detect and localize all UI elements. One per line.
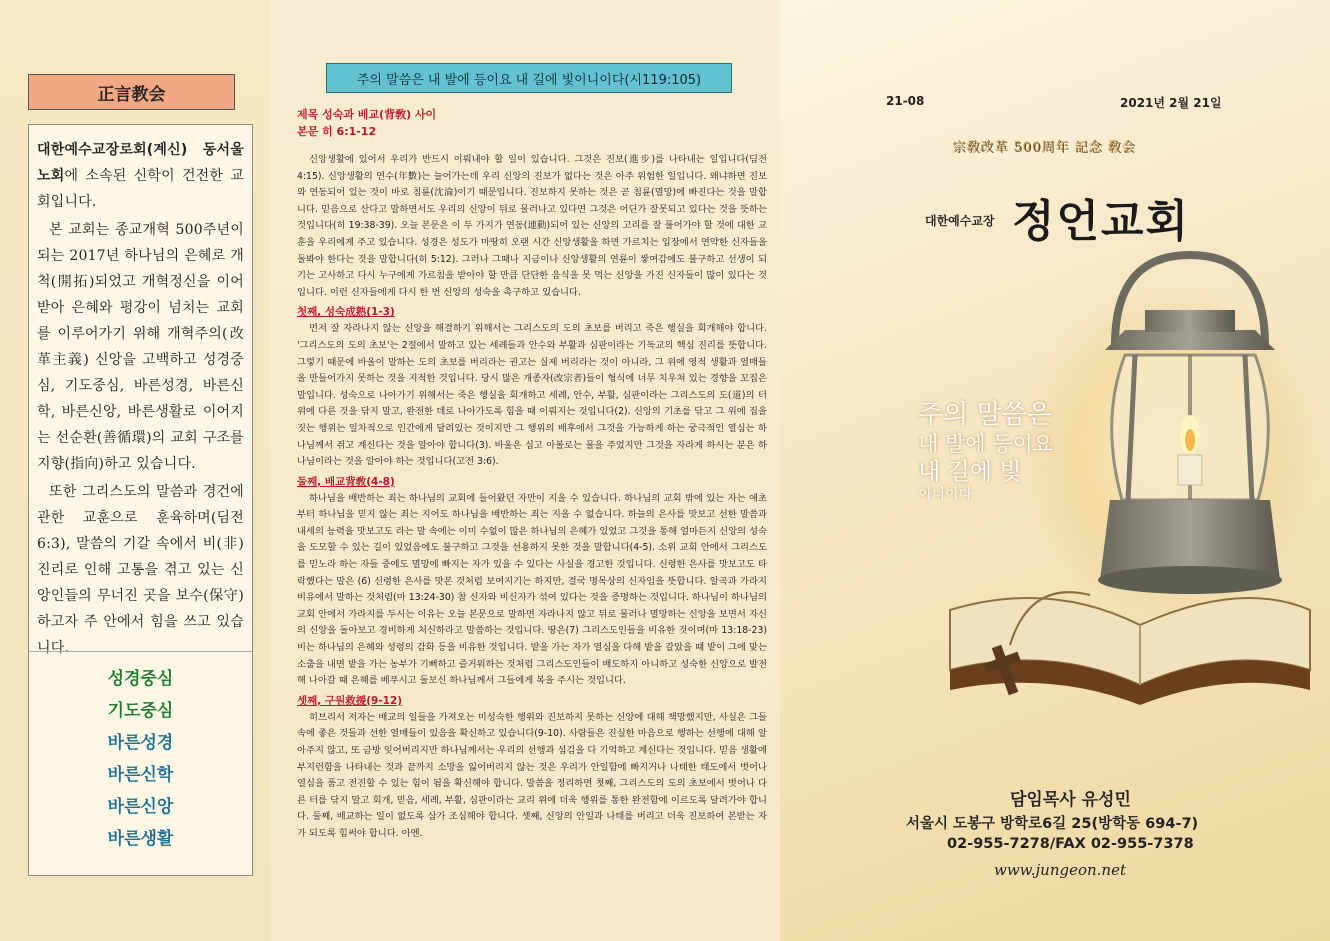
motto-item: 바른신학 [107,765,174,785]
motto-item: 성경중심 [107,669,174,689]
pastor-name: 담임목사 유성민 [1010,790,1131,810]
sermon-title: 제목 성숙과 배교(背敎) 사이 [297,108,437,121]
motto-item: 바른성경 [107,733,174,753]
section-body: 하나님을 배반하는 죄는 하나님의 교회에 들어왔던 자만이 지을 수 있습니다. 하나님의 교회 밖에 있는 자는 애초부터 하나님을 믿지 않는 죄는 지어도 하나님을 배반하는 죄는 지을 수 없습니다. 하늘의 은사를 맛보고 선한 말씀과 내세의 능력을 맛보고도 라는 말 속에는 이미 수없이 많은 하나님의 은혜가 있었고 그것을 통해 얼마든지 신앙의 성숙을 도모할 수 있는 길이 있었음에도 불구하고 그것을 선용하지 못한 것을 말합니다(4-5). 소위 교회 안에서 그리스도를 믿노라 하는 자들 중에도 멸망에 빠지는 자가 있을 수 있다는 사실을 경고한 것입니다. 신령한 은사를 맛보고도 타락했다는 말은 (6) 신령한 은사를 맛본 것처럼 보여지기는 하지만, 결국 명목상의 신자임을 뜻합니다. 알곡과 가라지 비유에서 말하는 것처럼(마 13:24-30) 참 신자와 비신자가 섞여 있다는 것을 증명하는 것입니다. 하나님이 하나님의 교회 안에서 가라지를 두시는 이유는 오늘 본문으로 말하면 자라나지 않고 뒤로 물러나 멸망하는 신앙을 보면서 자신의 신앙을 돌아보고 경비하게 처신하라고 말씀하는 것입니다. 땅은(7) 그리스도인들을 비유한 것이며(마 13:18-23) 비는 하나님의 은혜와 성령의 감화 등을 비유한 것입니다. 밭을 가는 자가 열심을 다해 밭을 갈았을 때 밭이 그에 맞는 소출을 내면 밭을 가는 농부가 기뻐하고 즐거워하는 것처럼 그리스도인들이 배도하지 아니하고 성숙한 신앙으로 발전해 나아갈 때 은혜를 베푸시고 돌보신 하나님께서 그들에게 복을 주시는 것입니다. [297,492,767,687]
art-verse-line: 내 길에 빛 [918,459,1022,485]
church-website-link[interactable]: www.jungeon.net [994,861,1126,879]
candle [1178,455,1202,485]
church-address: 서울시 도봉구 방학로6길 25(방학동 694-7) [906,816,1199,832]
section-title: 첫째, 성숙成熟(1-3) [297,306,395,319]
sermon-body [297,152,767,843]
intro-divider [29,651,252,652]
section-body: 먼저 잘 자라나지 않는 신앙을 해결하기 위해서는 그리스도의 도의 초보를 버리고 죽은 행실을 회개해야 합니다. '그리스도의 도의 초보'는 2절에서 말하고 있는 세례들과 안수와 부활과 심판이라는 기독교의 핵심 진리를 뜻합니다. 그렇기 때문에 바울이 말하는 도의 초보를 버리라는 권고는 실제 버리라는 것이 아니라, 그 위에 영적 생활과 열매들을 만들어가지 못하는 것을 지적한 것입니다. 당시 많은 개종자(改宗者)들이 형식에 너무 치우쳐 있는 경향을 꼬집은 말입니다. 성숙으로 나아가기 위해서는 죽은 행실을 회개하고 세례, 안수, 부활, 심판이라는 그리스도의 도(道)의 터 위에 다른 것을 닦지 말고, 완전한 데로 나아가도록 힘을 때 이뤄지는 것입니다(2). 신앙의 기초를 닦고 그 위에 집을 짓는 행위는 일차적으로 인간에게 달려있는 것이지만 그 행위의 배후에서 그것을 가능하게 하는 궁극적인 열심는 하나님께서 쥐고 계신다는 것을 알아야 합니다(3). 바울은 심고 아볼로는 물을 주었지만 그것을 자라게 하시는 분은 하나님이라는 것을 알아야 하는 것입니다(고전 3:6). [297,323,767,468]
lantern-collar [1145,310,1235,332]
church-name: 정언교회 [1012,196,1191,247]
church-name-hanja-tag: 正言教会 [28,74,235,110]
artwork-verse-text [918,400,1118,504]
bulletin-number: 21-08 [886,94,925,108]
section-title: 둘째, 배교背敎(4-8) [297,475,395,488]
church-intro-box [28,124,253,876]
section-body: 히브리서 저자는 배교의 일들을 가져오는 미성숙한 행위와 진보하지 못하는 신앙에 대해 책망했지만, 사실은 그들 속에 좋은 것들과 선한 열매들이 있음을 확신하고 있습니다(9-10). 사람들은 진실한 마음으로 행하는 선행에 대해 알아주지 않고, 또 금방 잊어버리지만 하나님께서는 우리의 선행과 섬김을 다 기억하고 계신다는 것입니다. 믿음 생활에 부지런함을 나타내는 것과 끝까지 소망을 잃어버리지 않는 것은 우리가 안일함에 빠지거나 나태한 태도에서 벗어나 열심을 품고 전진할 수 있는 힘이 됨을 확신해야 합니다. 말씀을 정리하면 첫째, 그리스도의 도의 초보에서 벗어나 다른 터를 닦지 말고 회개, 믿음, 세례, 부활, 심판이라는 교리 위에 더욱 행위를 통한 완전함에 이르도록 달려가야 합니다. 둘째, 배교하는 일이 없도록 삼가 조심해야 합니다. 셋째, 신앙의 안일과 나태를 버리고 더욱 진보하여 본받는 자가 되도록 힘써야 합니다. 아멘. [297,711,767,839]
church-intro-text [29,125,252,661]
intro-bold-text: 대한예수교장로회(계신) 동서울 노회 [37,142,244,184]
denomination-label: 대한예수교장 [925,214,995,228]
art-verse-line: 주의 말씀은 [918,400,1052,430]
intro-text-span: 또한 그리스도의 말씀과 경건에 관한 교훈으로 훈육하며(딤전 6:3), 말씀의 기갈 속에서 비(非) 진리로 인해 고통을 겪고 있는 신앙인들의 무너진 곳을 보수(保守)하고자 주 안에서 힘을 쓰고 있습니다. [37,484,244,656]
motto-item: 바른신앙 [107,797,174,817]
art-verse-line: 이니이다 [918,487,973,503]
intro-text-span: 에 소속된 신학이 건전한 교회입니다. [37,168,244,210]
intro-text-span: 본 교회는 종교개혁 500주년이 되는 2017년 하나님의 은혜로 개척(開拓)되었고 개혁정신을 이어받아 은혜와 평강이 넘치는 교회를 이루어가기 위해 개혁주의(改革主義) 신앙을 고백하고 성경중심, 기도중심, 바른성경, 바른신학, 바른신앙, 바른생활로 이어지는 선순환(善循環)의 교회 구조를 지향(指向)하고 있습니다. [37,222,244,472]
motto-list [29,663,252,855]
motto-item: 바른생활 [107,829,174,849]
sermon-header [297,106,436,140]
intro-paragraph [37,137,244,215]
church-phone: 02-955-7278/FAX 02-955-7378 [947,836,1194,852]
lantern-cap [1105,330,1275,350]
intro-paragraph [37,479,244,661]
intro-paragraph [37,217,244,477]
verse-banner: 주의 말씀은 내 발에 등이요 내 길에 빛이니이다(시119:105) [326,63,732,93]
bulletin-date: 2021년 2월 21일 [1120,96,1222,110]
anniversary-label: 宗敎改革 500周年 記念 敎会 [953,141,1137,156]
section-title: 셋째, 구원救援(9-12) [297,694,403,707]
sermon-text-ref: 본문 히 6:1-12 [297,125,377,138]
sermon-intro-paragraph: 신앙생활에 있어서 우리가 반드시 이뤄내야 할 일이 있습니다. 그것은 진보(進步)를 나타내는 일입니다(딤전 4:15). 신앙생활의 연수(年數)는 늘어가는데 우리 신앙의 진보가 없다는 것은 아주 위험한 일입니다. 왜냐하면 진보와 연동되어 있는 것이 바로 침륜(沈淪)이기 때문입니다. 진보하지 못하는 것은 곧 침륜(멸망)에 빠진다는 것을 말합니다. 믿음으로 산다고 말하면서도 우리의 신앙이 뒤로 물러나고 있다면 그것은 어딘가 잘못되고 있다는 것을 뜻하는 것입니다(히 19:38-39). 오늘 본문은 이 두 가지가 연동(連動)되어 있는 신앙의 고리를 잘 풀어가야 할 것에 대한 교훈을 우리에게 주고 있습니다. 성경은 성도가 마땅히 오랜 시간 신앙생활을 하면 가르치는 입장에서 연약한 신자들을 돌봐야 한다는 것을 말합니다(히 5:12). 그러나 그때나 지금이나 신앙생활의 연륜이 쌓여감에도 불구하고 선생이 되기는 고사하고 다시 누구에게 가르침을 받아야 할 만큼 단단한 음식을 못 먹는 신앙을 가진 신자들이 많이 있다는 것입니다. 이런 신자들에게 다시 한 번 신앙의 성숙을 촉구하고 있습니다. [297,154,767,298]
motto-item: 기도중심 [107,701,174,721]
art-verse-line: 내 발에 등이요 [918,432,1054,456]
